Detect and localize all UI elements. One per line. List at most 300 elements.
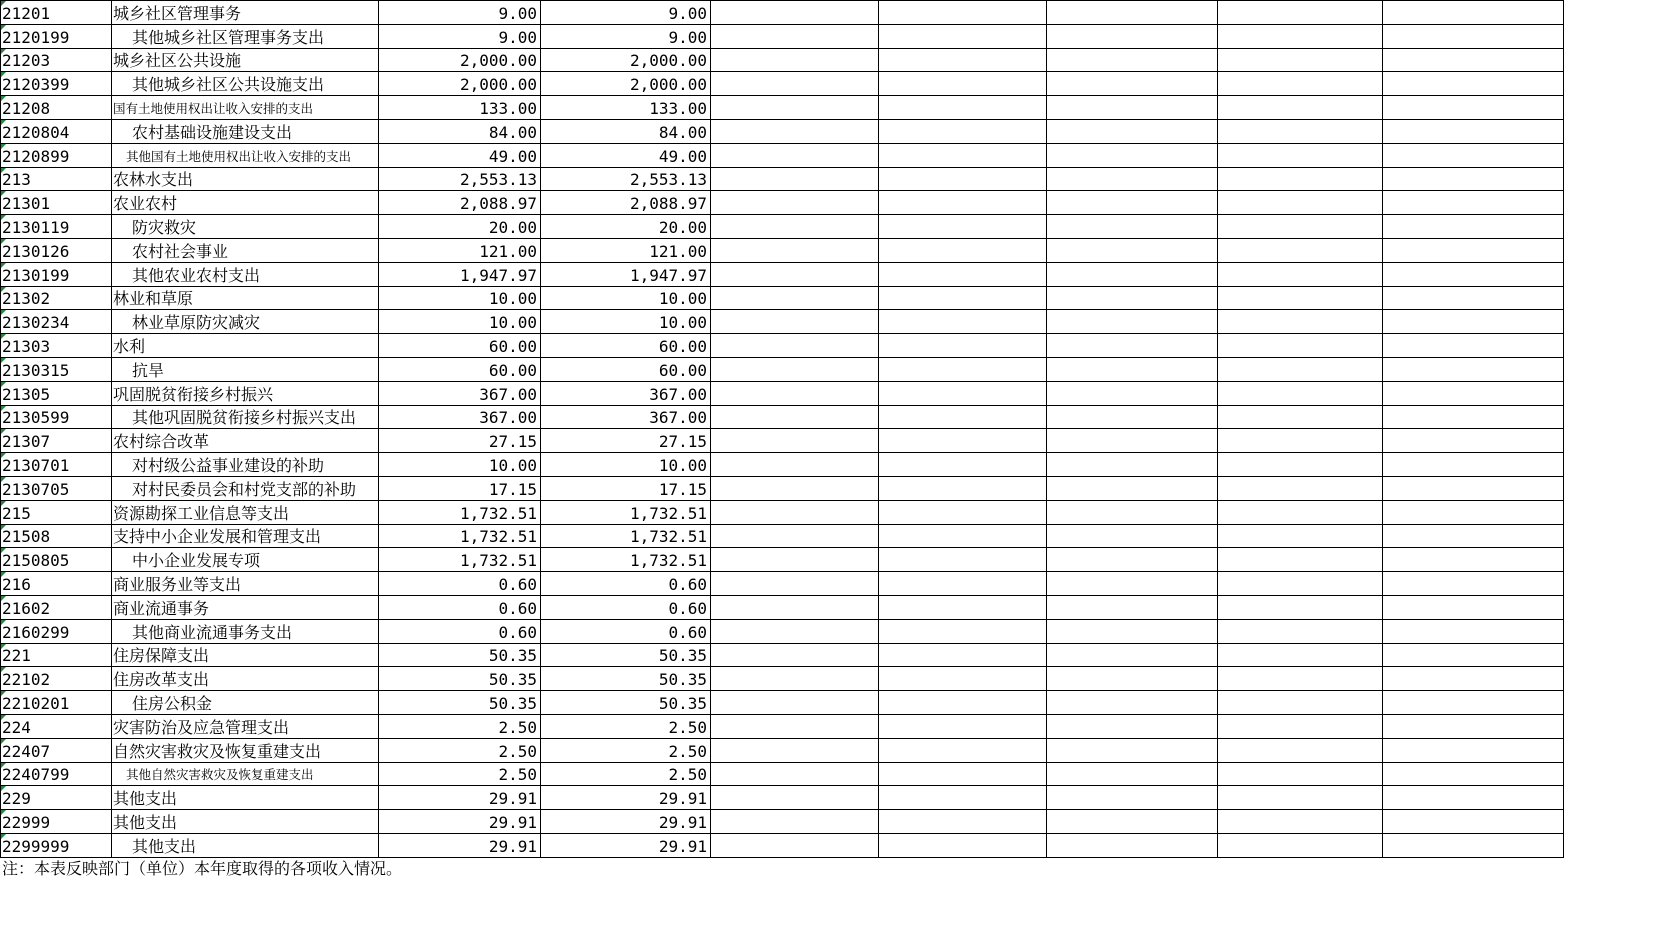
subject-name-cell[interactable]: 巩固脱贫衔接乡村振兴 bbox=[112, 381, 379, 405]
empty-cell[interactable] bbox=[1383, 262, 1564, 286]
empty-cell[interactable] bbox=[1047, 762, 1218, 786]
subject-code-cell[interactable]: 2130599 bbox=[1, 405, 112, 429]
empty-cell[interactable] bbox=[1047, 500, 1218, 524]
amount-cell[interactable]: 2.50 bbox=[541, 738, 711, 762]
total-amount-cell[interactable]: 17.15 bbox=[379, 476, 541, 500]
total-amount-cell[interactable]: 2,000.00 bbox=[379, 72, 541, 96]
empty-cell[interactable] bbox=[1047, 810, 1218, 834]
subject-name-cell[interactable]: 城乡社区管理事务 bbox=[112, 1, 379, 25]
subject-code-cell[interactable]: 2240799 bbox=[1, 762, 112, 786]
empty-cell[interactable] bbox=[879, 572, 1047, 596]
empty-cell[interactable] bbox=[711, 714, 879, 738]
empty-cell[interactable] bbox=[879, 334, 1047, 358]
empty-cell[interactable] bbox=[711, 643, 879, 667]
empty-cell[interactable] bbox=[1383, 334, 1564, 358]
empty-cell[interactable] bbox=[1218, 810, 1383, 834]
total-amount-cell[interactable]: 1,732.51 bbox=[379, 524, 541, 548]
empty-cell[interactable] bbox=[879, 1, 1047, 25]
subject-name-cell[interactable]: 抗旱 bbox=[112, 357, 379, 381]
empty-cell[interactable] bbox=[879, 500, 1047, 524]
empty-cell[interactable] bbox=[879, 429, 1047, 453]
total-amount-cell[interactable]: 2.50 bbox=[379, 762, 541, 786]
empty-cell[interactable] bbox=[1383, 500, 1564, 524]
empty-cell[interactable] bbox=[1218, 24, 1383, 48]
subject-code-cell[interactable]: 2130199 bbox=[1, 262, 112, 286]
empty-cell[interactable] bbox=[1383, 405, 1564, 429]
empty-cell[interactable] bbox=[879, 191, 1047, 215]
empty-cell[interactable] bbox=[1383, 191, 1564, 215]
empty-cell[interactable] bbox=[1383, 143, 1564, 167]
empty-cell[interactable] bbox=[1383, 167, 1564, 191]
total-amount-cell[interactable]: 2,000.00 bbox=[379, 48, 541, 72]
empty-cell[interactable] bbox=[1218, 334, 1383, 358]
total-amount-cell[interactable]: 50.35 bbox=[379, 691, 541, 715]
total-amount-cell[interactable]: 2,088.97 bbox=[379, 191, 541, 215]
subject-code-cell[interactable]: 22407 bbox=[1, 738, 112, 762]
empty-cell[interactable] bbox=[879, 381, 1047, 405]
total-amount-cell[interactable]: 29.91 bbox=[379, 786, 541, 810]
subject-code-cell[interactable]: 22102 bbox=[1, 667, 112, 691]
subject-code-cell[interactable]: 21307 bbox=[1, 429, 112, 453]
total-amount-cell[interactable]: 0.60 bbox=[379, 572, 541, 596]
subject-code-cell[interactable]: 21203 bbox=[1, 48, 112, 72]
subject-name-cell[interactable]: 城乡社区公共设施 bbox=[112, 48, 379, 72]
empty-cell[interactable] bbox=[1383, 619, 1564, 643]
subject-name-cell[interactable]: 农林水支出 bbox=[112, 167, 379, 191]
empty-cell[interactable] bbox=[1218, 48, 1383, 72]
subject-code-cell[interactable]: 2150805 bbox=[1, 548, 112, 572]
empty-cell[interactable] bbox=[711, 548, 879, 572]
empty-cell[interactable] bbox=[1383, 714, 1564, 738]
subject-code-cell[interactable]: 21508 bbox=[1, 524, 112, 548]
amount-cell[interactable]: 29.91 bbox=[541, 833, 711, 857]
empty-cell[interactable] bbox=[711, 334, 879, 358]
empty-cell[interactable] bbox=[1383, 833, 1564, 857]
subject-code-cell[interactable]: 21305 bbox=[1, 381, 112, 405]
empty-cell[interactable] bbox=[1047, 1, 1218, 25]
subject-name-cell[interactable]: 对村级公益事业建设的补助 bbox=[112, 453, 379, 477]
empty-cell[interactable] bbox=[711, 286, 879, 310]
amount-cell[interactable]: 49.00 bbox=[541, 143, 711, 167]
subject-code-cell[interactable]: 2120804 bbox=[1, 119, 112, 143]
empty-cell[interactable] bbox=[711, 738, 879, 762]
empty-cell[interactable] bbox=[1383, 595, 1564, 619]
subject-name-cell[interactable]: 林业草原防灾减灾 bbox=[112, 310, 379, 334]
total-amount-cell[interactable]: 133.00 bbox=[379, 96, 541, 120]
total-amount-cell[interactable]: 29.91 bbox=[379, 810, 541, 834]
amount-cell[interactable]: 1,732.51 bbox=[541, 524, 711, 548]
empty-cell[interactable] bbox=[879, 72, 1047, 96]
amount-cell[interactable]: 2.50 bbox=[541, 762, 711, 786]
empty-cell[interactable] bbox=[1218, 833, 1383, 857]
empty-cell[interactable] bbox=[1047, 691, 1218, 715]
subject-code-cell[interactable]: 2130119 bbox=[1, 215, 112, 239]
empty-cell[interactable] bbox=[879, 48, 1047, 72]
empty-cell[interactable] bbox=[1383, 548, 1564, 572]
amount-cell[interactable]: 27.15 bbox=[541, 429, 711, 453]
empty-cell[interactable] bbox=[1047, 286, 1218, 310]
total-amount-cell[interactable]: 60.00 bbox=[379, 334, 541, 358]
subject-name-cell[interactable]: 林业和草原 bbox=[112, 286, 379, 310]
amount-cell[interactable]: 10.00 bbox=[541, 310, 711, 334]
empty-cell[interactable] bbox=[879, 262, 1047, 286]
amount-cell[interactable]: 20.00 bbox=[541, 215, 711, 239]
total-amount-cell[interactable]: 50.35 bbox=[379, 643, 541, 667]
empty-cell[interactable] bbox=[1047, 453, 1218, 477]
empty-cell[interactable] bbox=[879, 595, 1047, 619]
empty-cell[interactable] bbox=[1047, 572, 1218, 596]
amount-cell[interactable]: 2,000.00 bbox=[541, 48, 711, 72]
empty-cell[interactable] bbox=[1218, 619, 1383, 643]
amount-cell[interactable]: 1,947.97 bbox=[541, 262, 711, 286]
subject-code-cell[interactable]: 216 bbox=[1, 572, 112, 596]
empty-cell[interactable] bbox=[711, 1, 879, 25]
subject-name-cell[interactable]: 水利 bbox=[112, 334, 379, 358]
empty-cell[interactable] bbox=[711, 429, 879, 453]
subject-name-cell[interactable]: 住房保障支出 bbox=[112, 643, 379, 667]
empty-cell[interactable] bbox=[1383, 357, 1564, 381]
empty-cell[interactable] bbox=[1383, 24, 1564, 48]
subject-name-cell[interactable]: 住房改革支出 bbox=[112, 667, 379, 691]
empty-cell[interactable] bbox=[879, 691, 1047, 715]
subject-name-cell[interactable]: 资源勘探工业信息等支出 bbox=[112, 500, 379, 524]
subject-code-cell[interactable]: 2130705 bbox=[1, 476, 112, 500]
empty-cell[interactable] bbox=[1047, 643, 1218, 667]
empty-cell[interactable] bbox=[1047, 476, 1218, 500]
subject-code-cell[interactable]: 213 bbox=[1, 167, 112, 191]
empty-cell[interactable] bbox=[1383, 667, 1564, 691]
subject-name-cell[interactable]: 对村民委员会和村党支部的补助 bbox=[112, 476, 379, 500]
empty-cell[interactable] bbox=[711, 143, 879, 167]
empty-cell[interactable] bbox=[1383, 429, 1564, 453]
empty-cell[interactable] bbox=[879, 167, 1047, 191]
empty-cell[interactable] bbox=[1047, 357, 1218, 381]
empty-cell[interactable] bbox=[879, 215, 1047, 239]
empty-cell[interactable] bbox=[879, 714, 1047, 738]
empty-cell[interactable] bbox=[879, 310, 1047, 334]
empty-cell[interactable] bbox=[879, 643, 1047, 667]
subject-code-cell[interactable]: 21303 bbox=[1, 334, 112, 358]
total-amount-cell[interactable]: 2,553.13 bbox=[379, 167, 541, 191]
empty-cell[interactable] bbox=[1047, 167, 1218, 191]
amount-cell[interactable]: 84.00 bbox=[541, 119, 711, 143]
subject-code-cell[interactable]: 2130126 bbox=[1, 238, 112, 262]
empty-cell[interactable] bbox=[879, 524, 1047, 548]
empty-cell[interactable] bbox=[1383, 96, 1564, 120]
total-amount-cell[interactable]: 2.50 bbox=[379, 714, 541, 738]
subject-name-cell[interactable]: 其他农业农村支出 bbox=[112, 262, 379, 286]
empty-cell[interactable] bbox=[1218, 238, 1383, 262]
empty-cell[interactable] bbox=[1218, 667, 1383, 691]
subject-name-cell[interactable]: 其他自然灾害救灾及恢复重建支出 bbox=[112, 762, 379, 786]
empty-cell[interactable] bbox=[1383, 738, 1564, 762]
subject-name-cell[interactable]: 其他支出 bbox=[112, 786, 379, 810]
empty-cell[interactable] bbox=[1383, 691, 1564, 715]
empty-cell[interactable] bbox=[1047, 833, 1218, 857]
empty-cell[interactable] bbox=[711, 762, 879, 786]
empty-cell[interactable] bbox=[1047, 72, 1218, 96]
total-amount-cell[interactable]: 20.00 bbox=[379, 215, 541, 239]
empty-cell[interactable] bbox=[1383, 286, 1564, 310]
amount-cell[interactable]: 1,732.51 bbox=[541, 548, 711, 572]
empty-cell[interactable] bbox=[1383, 119, 1564, 143]
subject-name-cell[interactable]: 农村基础设施建设支出 bbox=[112, 119, 379, 143]
empty-cell[interactable] bbox=[711, 72, 879, 96]
empty-cell[interactable] bbox=[1218, 595, 1383, 619]
total-amount-cell[interactable]: 1,732.51 bbox=[379, 500, 541, 524]
total-amount-cell[interactable]: 84.00 bbox=[379, 119, 541, 143]
empty-cell[interactable] bbox=[1218, 476, 1383, 500]
empty-cell[interactable] bbox=[879, 357, 1047, 381]
total-amount-cell[interactable]: 2.50 bbox=[379, 738, 541, 762]
amount-cell[interactable]: 0.60 bbox=[541, 619, 711, 643]
empty-cell[interactable] bbox=[1047, 714, 1218, 738]
empty-cell[interactable] bbox=[879, 762, 1047, 786]
empty-cell[interactable] bbox=[1047, 786, 1218, 810]
empty-cell[interactable] bbox=[1047, 119, 1218, 143]
empty-cell[interactable] bbox=[879, 24, 1047, 48]
empty-cell[interactable] bbox=[1218, 167, 1383, 191]
empty-cell[interactable] bbox=[711, 96, 879, 120]
subject-name-cell[interactable]: 其他支出 bbox=[112, 833, 379, 857]
empty-cell[interactable] bbox=[1383, 72, 1564, 96]
empty-cell[interactable] bbox=[1047, 262, 1218, 286]
subject-code-cell[interactable]: 2130701 bbox=[1, 453, 112, 477]
subject-name-cell[interactable]: 商业服务业等支出 bbox=[112, 572, 379, 596]
subject-name-cell[interactable]: 国有土地使用权出让收入安排的支出 bbox=[112, 96, 379, 120]
amount-cell[interactable]: 10.00 bbox=[541, 453, 711, 477]
empty-cell[interactable] bbox=[879, 119, 1047, 143]
amount-cell[interactable]: 10.00 bbox=[541, 286, 711, 310]
subject-name-cell[interactable]: 商业流通事务 bbox=[112, 595, 379, 619]
empty-cell[interactable] bbox=[711, 453, 879, 477]
empty-cell[interactable] bbox=[1218, 143, 1383, 167]
empty-cell[interactable] bbox=[1383, 524, 1564, 548]
empty-cell[interactable] bbox=[1383, 310, 1564, 334]
empty-cell[interactable] bbox=[711, 262, 879, 286]
empty-cell[interactable] bbox=[879, 238, 1047, 262]
empty-cell[interactable] bbox=[1383, 381, 1564, 405]
subject-code-cell[interactable]: 215 bbox=[1, 500, 112, 524]
total-amount-cell[interactable]: 0.60 bbox=[379, 595, 541, 619]
amount-cell[interactable]: 50.35 bbox=[541, 667, 711, 691]
subject-name-cell[interactable]: 自然灾害救灾及恢复重建支出 bbox=[112, 738, 379, 762]
total-amount-cell[interactable]: 121.00 bbox=[379, 238, 541, 262]
empty-cell[interactable] bbox=[1383, 572, 1564, 596]
empty-cell[interactable] bbox=[711, 476, 879, 500]
empty-cell[interactable] bbox=[1218, 286, 1383, 310]
amount-cell[interactable]: 121.00 bbox=[541, 238, 711, 262]
empty-cell[interactable] bbox=[1047, 667, 1218, 691]
empty-cell[interactable] bbox=[1383, 762, 1564, 786]
empty-cell[interactable] bbox=[1218, 762, 1383, 786]
amount-cell[interactable]: 50.35 bbox=[541, 691, 711, 715]
empty-cell[interactable] bbox=[1383, 643, 1564, 667]
empty-cell[interactable] bbox=[1047, 738, 1218, 762]
amount-cell[interactable]: 50.35 bbox=[541, 643, 711, 667]
empty-cell[interactable] bbox=[879, 476, 1047, 500]
empty-cell[interactable] bbox=[1218, 643, 1383, 667]
total-amount-cell[interactable]: 60.00 bbox=[379, 357, 541, 381]
subject-name-cell[interactable]: 其他国有土地使用权出让收入安排的支出 bbox=[112, 143, 379, 167]
subject-code-cell[interactable]: 2160299 bbox=[1, 619, 112, 643]
empty-cell[interactable] bbox=[711, 691, 879, 715]
empty-cell[interactable] bbox=[1047, 24, 1218, 48]
empty-cell[interactable] bbox=[1047, 405, 1218, 429]
amount-cell[interactable]: 367.00 bbox=[541, 381, 711, 405]
subject-name-cell[interactable]: 其他城乡社区公共设施支出 bbox=[112, 72, 379, 96]
empty-cell[interactable] bbox=[1047, 595, 1218, 619]
total-amount-cell[interactable]: 27.15 bbox=[379, 429, 541, 453]
total-amount-cell[interactable]: 9.00 bbox=[379, 24, 541, 48]
amount-cell[interactable]: 9.00 bbox=[541, 24, 711, 48]
empty-cell[interactable] bbox=[1047, 191, 1218, 215]
empty-cell[interactable] bbox=[879, 405, 1047, 429]
amount-cell[interactable]: 29.91 bbox=[541, 786, 711, 810]
amount-cell[interactable]: 367.00 bbox=[541, 405, 711, 429]
empty-cell[interactable] bbox=[1047, 381, 1218, 405]
amount-cell[interactable]: 2.50 bbox=[541, 714, 711, 738]
empty-cell[interactable] bbox=[1047, 215, 1218, 239]
empty-cell[interactable] bbox=[1218, 500, 1383, 524]
empty-cell[interactable] bbox=[1383, 215, 1564, 239]
subject-code-cell[interactable]: 2130315 bbox=[1, 357, 112, 381]
total-amount-cell[interactable]: 367.00 bbox=[379, 381, 541, 405]
empty-cell[interactable] bbox=[1218, 1, 1383, 25]
subject-name-cell[interactable]: 农村综合改革 bbox=[112, 429, 379, 453]
subject-code-cell[interactable]: 21301 bbox=[1, 191, 112, 215]
subject-name-cell[interactable]: 支持中小企业发展和管理支出 bbox=[112, 524, 379, 548]
subject-name-cell[interactable]: 农业农村 bbox=[112, 191, 379, 215]
empty-cell[interactable] bbox=[1218, 429, 1383, 453]
total-amount-cell[interactable]: 367.00 bbox=[379, 405, 541, 429]
empty-cell[interactable] bbox=[711, 357, 879, 381]
amount-cell[interactable]: 17.15 bbox=[541, 476, 711, 500]
subject-code-cell[interactable]: 22999 bbox=[1, 810, 112, 834]
empty-cell[interactable] bbox=[1218, 405, 1383, 429]
subject-name-cell[interactable]: 其他支出 bbox=[112, 810, 379, 834]
empty-cell[interactable] bbox=[711, 167, 879, 191]
total-amount-cell[interactable]: 9.00 bbox=[379, 1, 541, 25]
subject-code-cell[interactable]: 221 bbox=[1, 643, 112, 667]
empty-cell[interactable] bbox=[711, 572, 879, 596]
empty-cell[interactable] bbox=[711, 500, 879, 524]
empty-cell[interactable] bbox=[879, 786, 1047, 810]
amount-cell[interactable]: 0.60 bbox=[541, 595, 711, 619]
total-amount-cell[interactable]: 0.60 bbox=[379, 619, 541, 643]
empty-cell[interactable] bbox=[1047, 96, 1218, 120]
subject-name-cell[interactable]: 其他商业流通事务支出 bbox=[112, 619, 379, 643]
empty-cell[interactable] bbox=[711, 810, 879, 834]
subject-name-cell[interactable]: 防灾救灾 bbox=[112, 215, 379, 239]
subject-name-cell[interactable]: 其他城乡社区管理事务支出 bbox=[112, 24, 379, 48]
empty-cell[interactable] bbox=[1047, 524, 1218, 548]
subject-code-cell[interactable]: 21302 bbox=[1, 286, 112, 310]
empty-cell[interactable] bbox=[1047, 429, 1218, 453]
subject-code-cell[interactable]: 229 bbox=[1, 786, 112, 810]
empty-cell[interactable] bbox=[879, 667, 1047, 691]
subject-code-cell[interactable]: 21208 bbox=[1, 96, 112, 120]
total-amount-cell[interactable]: 1,947.97 bbox=[379, 262, 541, 286]
amount-cell[interactable]: 29.91 bbox=[541, 810, 711, 834]
amount-cell[interactable]: 1,732.51 bbox=[541, 500, 711, 524]
empty-cell[interactable] bbox=[1047, 310, 1218, 334]
subject-name-cell[interactable]: 农村社会事业 bbox=[112, 238, 379, 262]
empty-cell[interactable] bbox=[1218, 215, 1383, 239]
total-amount-cell[interactable]: 29.91 bbox=[379, 833, 541, 857]
amount-cell[interactable]: 133.00 bbox=[541, 96, 711, 120]
empty-cell[interactable] bbox=[1383, 786, 1564, 810]
empty-cell[interactable] bbox=[1218, 96, 1383, 120]
empty-cell[interactable] bbox=[1218, 691, 1383, 715]
empty-cell[interactable] bbox=[1218, 119, 1383, 143]
empty-cell[interactable] bbox=[879, 548, 1047, 572]
subject-code-cell[interactable]: 2120899 bbox=[1, 143, 112, 167]
empty-cell[interactable] bbox=[711, 833, 879, 857]
empty-cell[interactable] bbox=[1218, 262, 1383, 286]
empty-cell[interactable] bbox=[879, 833, 1047, 857]
empty-cell[interactable] bbox=[1047, 238, 1218, 262]
subject-name-cell[interactable]: 住房公积金 bbox=[112, 691, 379, 715]
amount-cell[interactable]: 2,553.13 bbox=[541, 167, 711, 191]
empty-cell[interactable] bbox=[879, 738, 1047, 762]
subject-code-cell[interactable]: 21602 bbox=[1, 595, 112, 619]
empty-cell[interactable] bbox=[1383, 453, 1564, 477]
total-amount-cell[interactable]: 1,732.51 bbox=[379, 548, 541, 572]
empty-cell[interactable] bbox=[711, 786, 879, 810]
empty-cell[interactable] bbox=[1218, 72, 1383, 96]
amount-cell[interactable]: 0.60 bbox=[541, 572, 711, 596]
empty-cell[interactable] bbox=[711, 524, 879, 548]
empty-cell[interactable] bbox=[1047, 143, 1218, 167]
empty-cell[interactable] bbox=[879, 143, 1047, 167]
subject-name-cell[interactable]: 中小企业发展专项 bbox=[112, 548, 379, 572]
amount-cell[interactable]: 2,088.97 bbox=[541, 191, 711, 215]
empty-cell[interactable] bbox=[711, 667, 879, 691]
empty-cell[interactable] bbox=[711, 619, 879, 643]
empty-cell[interactable] bbox=[711, 215, 879, 239]
subject-code-cell[interactable]: 2120399 bbox=[1, 72, 112, 96]
amount-cell[interactable]: 60.00 bbox=[541, 334, 711, 358]
empty-cell[interactable] bbox=[1383, 810, 1564, 834]
subject-code-cell[interactable]: 2120199 bbox=[1, 24, 112, 48]
empty-cell[interactable] bbox=[1218, 381, 1383, 405]
empty-cell[interactable] bbox=[1383, 238, 1564, 262]
empty-cell[interactable] bbox=[879, 96, 1047, 120]
empty-cell[interactable] bbox=[879, 810, 1047, 834]
empty-cell[interactable] bbox=[1047, 619, 1218, 643]
empty-cell[interactable] bbox=[711, 48, 879, 72]
subject-code-cell[interactable]: 2130234 bbox=[1, 310, 112, 334]
empty-cell[interactable] bbox=[711, 405, 879, 429]
empty-cell[interactable] bbox=[1047, 548, 1218, 572]
empty-cell[interactable] bbox=[711, 310, 879, 334]
empty-cell[interactable] bbox=[1218, 572, 1383, 596]
total-amount-cell[interactable]: 10.00 bbox=[379, 310, 541, 334]
empty-cell[interactable] bbox=[711, 381, 879, 405]
empty-cell[interactable] bbox=[879, 619, 1047, 643]
empty-cell[interactable] bbox=[879, 286, 1047, 310]
empty-cell[interactable] bbox=[1383, 476, 1564, 500]
empty-cell[interactable] bbox=[1218, 524, 1383, 548]
empty-cell[interactable] bbox=[1218, 191, 1383, 215]
empty-cell[interactable] bbox=[1218, 714, 1383, 738]
empty-cell[interactable] bbox=[711, 119, 879, 143]
subject-code-cell[interactable]: 2299999 bbox=[1, 833, 112, 857]
empty-cell[interactable] bbox=[1383, 1, 1564, 25]
empty-cell[interactable] bbox=[1218, 738, 1383, 762]
empty-cell[interactable] bbox=[711, 24, 879, 48]
